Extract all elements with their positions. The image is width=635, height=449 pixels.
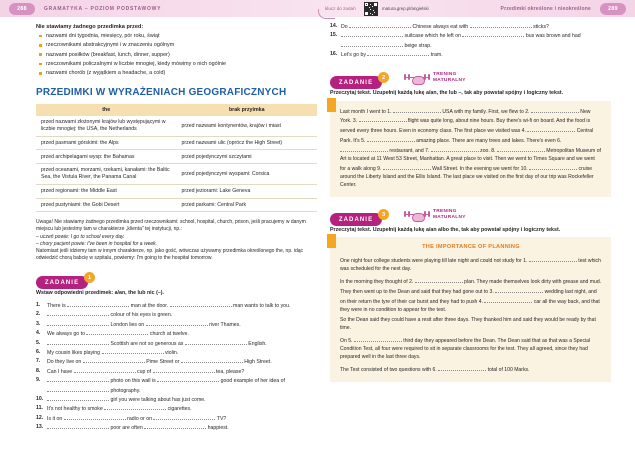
geographic-articles-table	[36, 104, 317, 212]
list-item: rzeczownikami abstrakcyjnymi i w znaczeniu ogólnym	[46, 42, 315, 49]
answer-blank[interactable]	[431, 146, 479, 152]
list-item[interactable]: photo on this wall is good example of her idea of photography.	[36, 376, 315, 395]
table-cell: przed archipelagami wysp: the Bahamas	[36, 150, 177, 164]
uwaga-line: Natomiast jeśli idziemy tam w innym charakterze, np. jako gość, wówczas używamy przedimka określonego the, np. idąc odwiedzić chorą babcię w szpitalu, powiemy: I'm going to the hospital tomorrow.	[36, 247, 304, 261]
header-left-title: GRAMATYKA – POZIOM PODSTAWOWY	[44, 5, 162, 12]
zadanie-number: 2	[378, 72, 389, 83]
passage-paragraph: The Test consisted of two questions with 6. total of 100 Marks.	[340, 366, 530, 373]
corner-accent	[327, 234, 336, 248]
answer-blank[interactable]	[170, 301, 232, 307]
answer-blank[interactable]	[359, 116, 407, 122]
uwaga-line: – uczeń powie: I go to school every day.	[36, 233, 125, 240]
answer-blank[interactable]	[367, 136, 415, 142]
column-header-no-article: brak przyimka	[177, 104, 318, 116]
trening-line-2: MATURALNY	[433, 77, 466, 83]
list-item[interactable]: There is man at the door. man wants to talk to you.	[47, 302, 291, 309]
table-cell: przed pasmami górskimi: the Alps	[36, 136, 177, 150]
header-right-title: Przedimki określone i nieokreślone	[500, 5, 591, 12]
answer-blank[interactable]	[74, 367, 136, 373]
list-item: rzeczownikami policzalnymi w liczbie mnogiej, kiedy mówimy o nich ogólnie	[46, 61, 315, 68]
table-header-row	[36, 104, 317, 116]
table-cell: przed nazwami złożonymi krajów lub występującymi w liczbie mnogiej: the USA, the Netherlands	[36, 116, 177, 136]
list-item[interactable]: We always go to church at twelve.	[47, 331, 189, 338]
answer-blank[interactable]	[484, 297, 532, 303]
answer-blank[interactable]	[462, 31, 524, 37]
page-number-right: 289	[600, 3, 626, 15]
header-curve-decoration	[318, 9, 335, 19]
zadanie-2-header	[330, 71, 622, 87]
answer-blank[interactable]	[64, 414, 126, 420]
table-cell: przed pojedynczymi wyspami: Corsica	[177, 164, 318, 184]
answer-key-link[interactable]: klucz do zadań	[325, 5, 356, 11]
section-title-geographic: PRZEDIMKI W WYRAŻENIACH GEOGRAFICZNYCH	[36, 87, 287, 99]
zadanie-label: ZADANIE	[44, 279, 80, 286]
passage-title: THE IMPORTANCE OF PLANNING	[422, 244, 520, 251]
left-column	[20, 24, 315, 433]
zadanie-badge	[330, 74, 386, 89]
table-cell: przed pustyniami: the Gobi Desert	[36, 198, 177, 212]
uwaga-note-block	[36, 219, 317, 262]
trening-maturalny-label	[433, 209, 466, 220]
answer-blank[interactable]	[47, 423, 109, 429]
reading-passage-2[interactable]	[330, 101, 611, 197]
answer-blank[interactable]	[529, 164, 577, 170]
answer-blank[interactable]	[153, 367, 215, 373]
list-item[interactable]: girl you were talking about has just come.	[36, 395, 315, 404]
list-item[interactable]: Can I have cup of tea, please?	[47, 368, 245, 375]
answer-blank[interactable]	[495, 287, 543, 293]
passage-paragraph: Last month I went to 1. USA with my family. First, we flew to 2. New York. 3. flight was quite long, about nine hours. Buy there's wi-fi on board. And the food is served every three hours. Even in economy class. The first place we visited was 4. Central Park. It's 5. amazing place. There are many trees and lakes. There's even 6. restaurant, and 7. zoo. 8. Metropolitan Museum of Art is located at 11 West 53 Street, Manhattan. A great place to visit. Then we went to Times Square and we went for a walk along 9. Wall Street. In the evening we went for 10. cruise around the Liberty Island and the Ellis Island. The last place we visited on the first day of our trip was Rockefeller Center.	[340, 108, 601, 188]
list-item[interactable]: Scottish are not so generous as English.	[36, 339, 315, 348]
answer-blank[interactable]	[497, 146, 545, 152]
table-row	[36, 164, 317, 184]
list-item[interactable]: suitcase which he left on bus was brown and had beige strap.	[330, 31, 622, 50]
zadanie-1-header	[36, 271, 315, 287]
answer-blank[interactable]	[185, 339, 247, 345]
trening-maturalny-label	[433, 72, 466, 83]
trening-maturalny-marker	[404, 71, 466, 85]
zadanie-2-instruction: Przeczytaj tekst. Uzupełnij każdą lukę a/an, the lub –, tak aby powstał spójny i logiczny tekst.	[330, 89, 564, 96]
trening-line-1: TRENING	[433, 209, 457, 215]
passage-paragraph: One night four college students were playing till late night and could not study for 1. test which was scheduled for the next day.	[340, 258, 601, 272]
answer-blank[interactable]	[47, 320, 109, 326]
answer-blank[interactable]	[83, 357, 145, 363]
answer-blank[interactable]	[47, 339, 109, 345]
trening-line-2: MATURALNY	[433, 214, 466, 220]
list-item[interactable]: Do they live on Pime Street or High Street.	[47, 359, 272, 366]
answer-blank[interactable]	[104, 404, 166, 410]
answer-blank[interactable]	[415, 277, 463, 283]
zadanie-label: ZADANIE	[338, 216, 374, 223]
table-cell: przed parkami: Central Park	[177, 198, 318, 212]
table-cell: przed pojedynczymi szczytami	[177, 150, 318, 164]
answer-blank[interactable]	[527, 126, 575, 132]
list-item[interactable]: Is it on radio or on TV?	[47, 415, 227, 422]
answer-blank[interactable]	[470, 22, 532, 28]
passage-paragraph: So the Dean said they could have a resit after three days. They thanked him and said they would be ready by that time.	[340, 317, 596, 332]
table-row	[36, 184, 317, 198]
zadanie-3-header	[330, 208, 622, 224]
right-column	[322, 20, 622, 382]
qr-code-icon[interactable]	[364, 2, 378, 16]
no-article-lead: Nie stawiamy żadnego przedimka przed:	[36, 24, 144, 30]
zadanie-badge	[330, 211, 386, 226]
answer-blank[interactable]	[144, 423, 206, 429]
zadanie-3-instruction: Przeczytaj tekst. Uzupełnij każdą lukę a/an albo the, tak aby powstał spójny i logiczny tekst.	[330, 226, 561, 233]
uwaga-line: – chory pacjent powie: I've been in hospital for a week.	[36, 240, 158, 247]
zadanie-badge	[36, 274, 92, 289]
page-header	[0, 0, 635, 17]
list-item[interactable]: colour of his eyes is green.	[36, 310, 315, 319]
answer-blank[interactable]	[153, 414, 215, 420]
no-article-bullet-list	[20, 33, 315, 77]
trening-line-1: TRENING	[433, 72, 457, 78]
answer-blank[interactable]	[157, 376, 219, 382]
answer-blank[interactable]	[102, 348, 164, 354]
table-cell: przed regionami: the Middle East	[36, 184, 177, 198]
list-item[interactable]: London lies on river Thames.	[36, 320, 315, 329]
zadanie-number: 1	[84, 272, 95, 283]
passage-paragraph: On 5. third day they appeared before the Dean. The Dean said that as that was a Special Condition Test, all four were required to sit in separate classrooms for the test. They all agreed, since they had prepared well in the last three days.	[340, 338, 591, 361]
list-item[interactable]: Let's go by tram.	[341, 52, 443, 59]
list-item[interactable]: Do Chinese always eat with sticks?	[341, 24, 549, 30]
list-item: nazwami chorób (z wyjątkiem a headache, a cold)	[46, 70, 315, 77]
header-url[interactable]: matura.grep.pl/angielski	[382, 6, 429, 11]
table-cell: przed jeziorami: Lake Geneva	[177, 184, 318, 198]
trening-maturalny-marker	[404, 208, 466, 222]
table-row	[36, 198, 317, 212]
answer-blank[interactable]	[47, 395, 109, 401]
answer-blank[interactable]	[393, 107, 441, 113]
answer-blank[interactable]	[354, 336, 402, 342]
answer-blank[interactable]	[181, 357, 243, 363]
answer-blank[interactable]	[47, 310, 109, 316]
table-cell: przed nazwami ulic (oprócz the High Street)	[177, 136, 318, 150]
answer-blank[interactable]	[86, 329, 148, 335]
answer-blank[interactable]	[341, 31, 403, 37]
exercise-1-items-continued	[330, 22, 622, 60]
column-header-the: the	[36, 104, 177, 116]
list-item[interactable]: It's not healthy to smoke cigarettes.	[47, 406, 192, 413]
zadanie-label: ZADANIE	[338, 79, 374, 86]
answer-blank[interactable]	[47, 386, 109, 392]
answer-blank[interactable]	[438, 365, 486, 371]
table-row	[36, 150, 317, 164]
table-cell: przed oceanami, morzami, rzekami, kanałami: the Baltic Sea, the Vistula River, the Panama Canal	[36, 164, 177, 184]
answer-blank[interactable]	[349, 22, 411, 28]
page-number-left: 288	[9, 3, 35, 15]
list-item: nazwami posiłków (breakfast, lunch, dinner, supper)	[46, 52, 315, 59]
passage-paragraph: In the morning they thought of 2. plan. They made themselves look dirty with grease and mud. They then went up to the Dean and said that they had gone out to 3. wedding last night, and on their return the tyre of their car burst and they had to push 4. car all the way back, and that they were in no condition to appear for the test.	[340, 278, 602, 313]
exercise-1-items	[36, 301, 315, 433]
reading-passage-3[interactable]	[330, 237, 611, 381]
brain-training-icon	[404, 208, 430, 221]
answer-blank[interactable]	[383, 164, 431, 170]
brain-training-icon	[404, 71, 430, 84]
answer-blank[interactable]	[340, 146, 388, 152]
table-cell: przed nazwami kontynentów, krajów i miast	[177, 116, 318, 136]
table-row	[36, 136, 317, 150]
list-item[interactable]: poor are often happiest.	[36, 423, 315, 432]
answer-blank[interactable]	[531, 107, 579, 113]
answer-blank[interactable]	[341, 41, 403, 47]
corner-accent	[327, 98, 336, 112]
list-item: nazwami dni tygodnia, miesięcy, pór roku, świąt	[46, 33, 315, 40]
zadanie-number: 3	[378, 209, 389, 220]
zadanie-1-instruction: Wstaw odpowiedni przedimek: a/an, the lub nic (–).	[36, 289, 165, 296]
answer-blank[interactable]	[47, 376, 109, 382]
answer-blank[interactable]	[529, 256, 577, 262]
table-row	[36, 116, 317, 136]
uwaga-line: Uwaga! Nie stawiamy żadnego przedimka przed rzeczownikami: school, hospital, church, prison, jeśli pracujemy w danym miejscu lub jesteśmy tam w charakterze „klienta" tej instytucji, np.:	[36, 219, 306, 233]
list-item[interactable]: My cousin likes playing violin.	[47, 349, 179, 356]
answer-blank[interactable]	[367, 50, 429, 56]
answer-blank[interactable]	[146, 320, 208, 326]
answer-blank[interactable]	[67, 301, 129, 307]
